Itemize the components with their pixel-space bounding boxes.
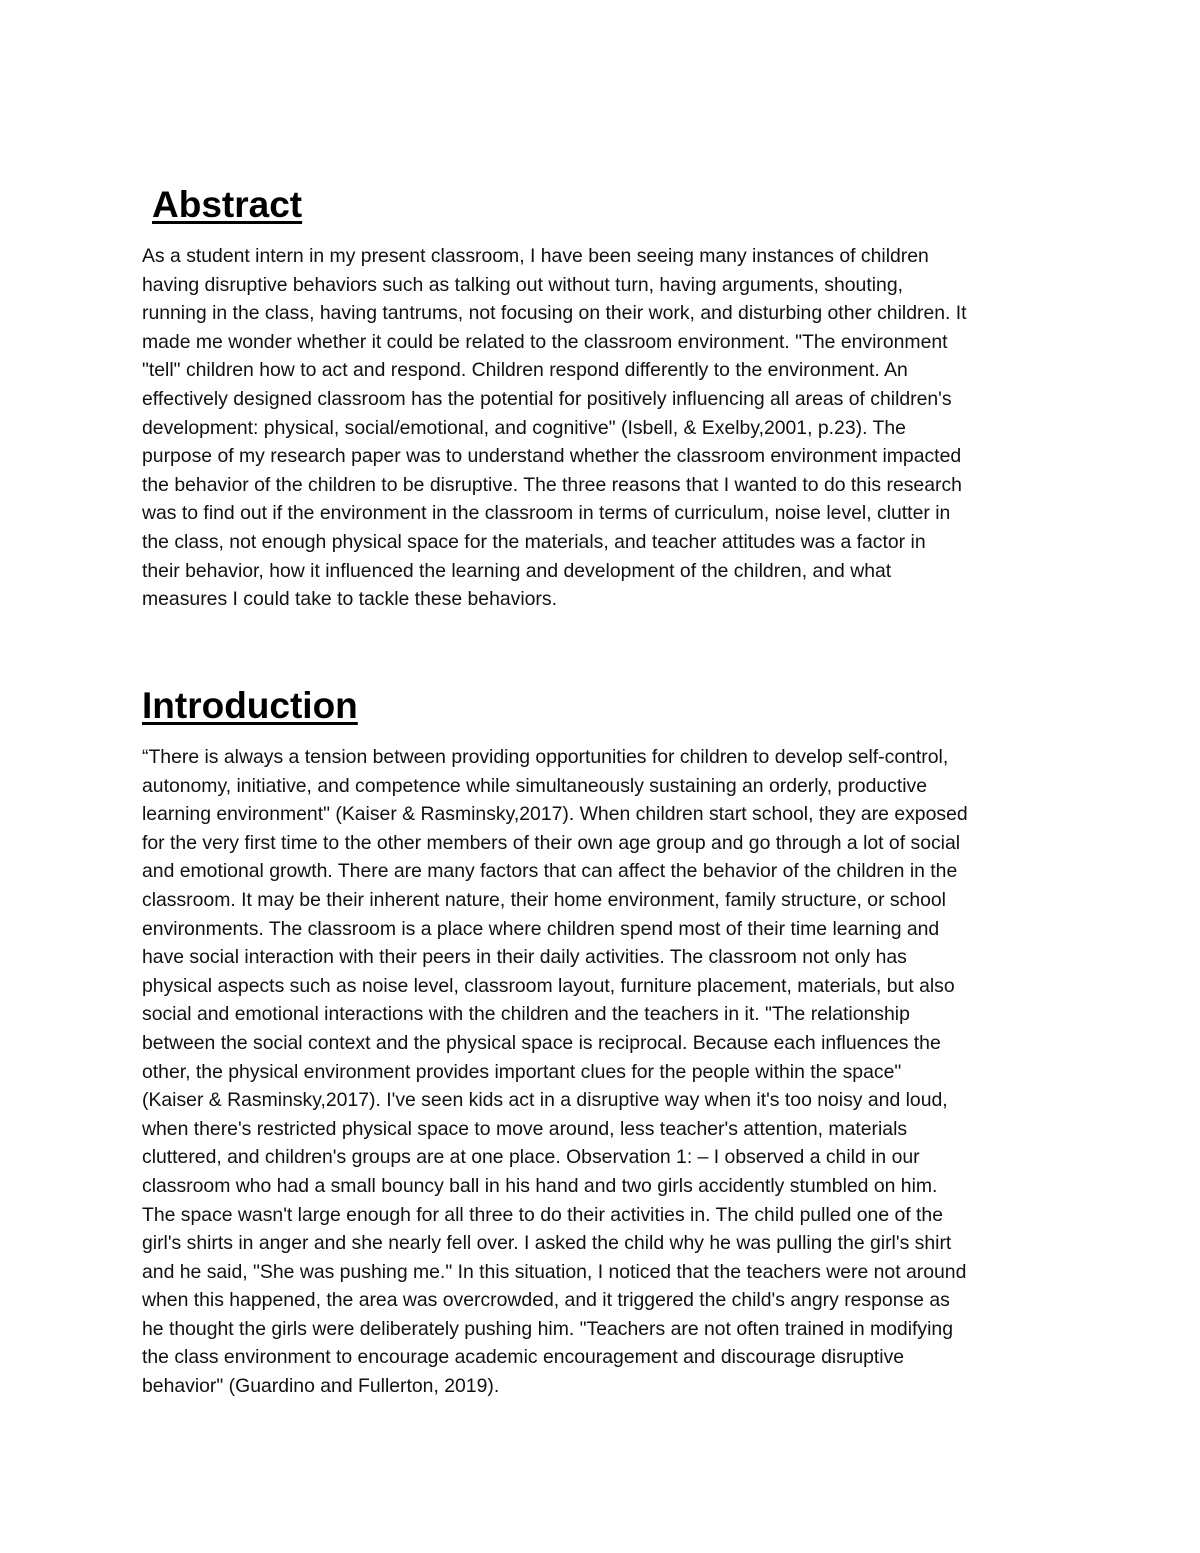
introduction-line: behavior" (Guardino and Fullerton, 2019). xyxy=(142,1375,500,1398)
introduction-line: the class environment to encourage academic encouragement and discourage disruptive xyxy=(142,1346,905,1369)
abstract-line: the class, not enough physical space for the materials, and teacher attitudes was a factor in xyxy=(142,530,926,553)
abstract-line: development: physical, social/emotional, and cognitive" (Isbell, & Exelby,2001, p.23). The xyxy=(142,416,906,439)
introduction-line: classroom. It may be their inherent nature, their home environment, family structure, or school xyxy=(142,888,946,911)
introduction-line: when this happened, the area was overcrowded, and it triggered the child's angry response as xyxy=(142,1289,950,1312)
introduction-line: other, the physical environment provides important clues for the people within the space" xyxy=(142,1060,902,1083)
abstract-line: the behavior of the children to be disruptive. The three reasons that I wanted to do this research xyxy=(142,473,962,496)
introduction-line: cluttered, and children's groups are at one place. Observation 1: – I observed a child in our xyxy=(142,1146,920,1169)
abstract-heading: Abstract xyxy=(152,184,303,225)
abstract-line: made me wonder whether it could be related to the classroom environment. "The environment xyxy=(142,330,948,353)
abstract-line: "tell" children how to act and respond. Children respond differently to the environment. An xyxy=(142,359,908,382)
abstract-line: effectively designed classroom has the potential for positively influencing all areas of children's xyxy=(142,387,952,410)
introduction-paragraph xyxy=(142,743,1067,1401)
introduction-line: physical aspects such as noise level, classroom layout, furniture placement, materials, but also xyxy=(142,974,955,997)
introduction-heading: Introduction xyxy=(142,685,358,726)
abstract-line: running in the class, having tantrums, not focusing on their work, and disturbing other children. It xyxy=(142,302,967,325)
abstract-paragraph xyxy=(142,242,1067,614)
abstract-line: purpose of my research paper was to understand whether the classroom environment impacted xyxy=(142,445,962,468)
introduction-line: social and emotional interactions with the children and the teachers in it. "The relationship xyxy=(142,1003,910,1026)
introduction-line: between the social context and the physical space is reciprocal. Because each influences the xyxy=(142,1031,941,1054)
introduction-line: (Kaiser & Rasminsky,2017). I've seen kids act in a disruptive way when it's too noisy and loud, xyxy=(142,1089,948,1112)
introduction-line: and emotional growth. There are many factors that can affect the behavior of the children in the xyxy=(142,860,958,883)
abstract-line: their behavior, how it influenced the learning and development of the children, and what xyxy=(142,559,892,582)
introduction-line: he thought the girls were deliberately pushing him. "Teachers are not often trained in modifying xyxy=(142,1317,953,1340)
introduction-line: “There is always a tension between providing opportunities for children to develop self-control, xyxy=(142,746,949,768)
introduction-line: have social interaction with their peers in their daily activities. The classroom not only has xyxy=(142,946,907,969)
abstract-line: having disruptive behaviors such as talking out without turn, having arguments, shouting, xyxy=(142,273,903,296)
introduction-line: environments. The classroom is a place where children spend most of their time learning and xyxy=(142,917,940,940)
introduction-line: girl's shirts in anger and she nearly fell over. I asked the child why he was pulling the girl's shirt xyxy=(142,1232,952,1255)
introduction-line: The space wasn't large enough for all three to do their activities in. The child pulled one of the xyxy=(142,1203,943,1226)
introduction-line: classroom who had a small bouncy ball in his hand and two girls accidently stumbled on him. xyxy=(142,1174,938,1197)
introduction-line: learning environment" (Kaiser & Rasminsky,2017). When children start school, they are exposed xyxy=(142,803,968,826)
introduction-line: when there's restricted physical space to move around, less teacher's attention, materials xyxy=(142,1117,908,1140)
introduction-line: for the very first time to the other members of their own age group and go through a lot of social xyxy=(142,831,961,854)
abstract-line: measures I could take to tackle these behaviors. xyxy=(142,588,557,611)
abstract-line: As a student intern in my present classroom, I have been seeing many instances of children xyxy=(142,245,929,267)
introduction-line: autonomy, initiative, and competence while simultaneously sustaining an orderly, productive xyxy=(142,774,928,797)
abstract-line: was to find out if the environment in the classroom in terms of curriculum, noise level, clutter in xyxy=(142,502,951,525)
introduction-line: and he said, "She was pushing me." In this situation, I noticed that the teachers were not around xyxy=(142,1260,967,1283)
